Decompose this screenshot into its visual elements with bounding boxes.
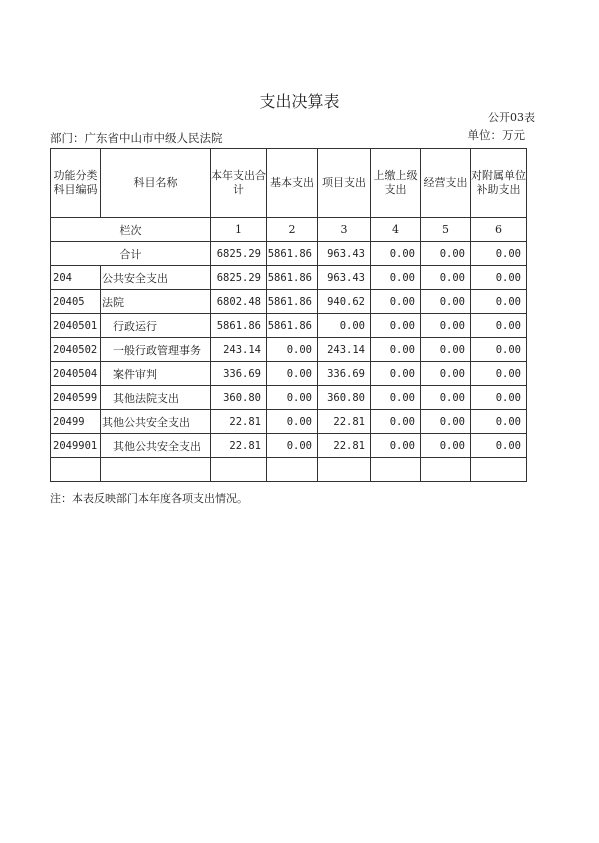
amount-cell: 22.81 (211, 410, 267, 434)
amount-cell: 0.00 (421, 266, 471, 290)
table-row (51, 290, 527, 314)
subject-name-cell: 一般行政管理事务 (101, 338, 211, 362)
total-cell: 963.43 (318, 242, 371, 266)
table-row (51, 362, 527, 386)
amount-cell: 0.00 (371, 338, 421, 362)
subject-name-cell: 案件审判 (101, 362, 211, 386)
subject-code-cell: 2040502 (51, 338, 101, 362)
amount-cell: 22.81 (318, 410, 371, 434)
amount-cell: 6825.29 (211, 266, 267, 290)
amount-cell: 0.00 (471, 386, 527, 410)
amount-cell: 0.00 (267, 434, 318, 458)
subject-name-cell: 其他公共安全支出 (101, 410, 211, 434)
total-cell: 0.00 (471, 242, 527, 266)
amount-cell: 0.00 (267, 386, 318, 410)
table-row (51, 314, 527, 338)
amount-cell: 0.00 (421, 338, 471, 362)
index-row (51, 218, 527, 242)
amount-cell: 0.00 (371, 434, 421, 458)
subject-code-cell: 2049901 (51, 434, 101, 458)
subject-name-cell: 法院 (101, 290, 211, 314)
amount-cell: 243.14 (318, 338, 371, 362)
subject-code-cell: 2040599 (51, 386, 101, 410)
table-row (51, 338, 527, 362)
col-header: 上缴上级支出 (371, 149, 421, 218)
col-header: 对附属单位补助支出 (471, 149, 527, 218)
amount-cell: 0.00 (371, 314, 421, 338)
subject-code-cell: 2040501 (51, 314, 101, 338)
amount-cell: 0.00 (471, 434, 527, 458)
amount-cell: 0.00 (371, 386, 421, 410)
amount-cell: 0.00 (421, 434, 471, 458)
col-header: 本年支出合计 (211, 149, 267, 218)
index-label: 栏次 (51, 218, 211, 242)
subject-code-cell: 2040504 (51, 362, 101, 386)
total-cell: 5861.86 (267, 242, 318, 266)
subject-code-cell: 204 (51, 266, 101, 290)
blank-row (51, 458, 527, 482)
amount-cell: 22.81 (211, 434, 267, 458)
total-row (51, 242, 527, 266)
amount-cell: 0.00 (471, 314, 527, 338)
amount-cell: 22.81 (318, 434, 371, 458)
table-row (51, 386, 527, 410)
amount-cell: 0.00 (267, 410, 318, 434)
amount-cell: 336.69 (318, 362, 371, 386)
amount-cell: 0.00 (267, 362, 318, 386)
col-header: 经营支出 (421, 149, 471, 218)
amount-cell: 5861.86 (267, 266, 318, 290)
col-header: 基本支出 (267, 149, 318, 218)
total-cell: 0.00 (421, 242, 471, 266)
amount-cell: 360.80 (318, 386, 371, 410)
index-cell: 5 (421, 218, 471, 242)
amount-cell: 0.00 (267, 338, 318, 362)
col-header: 科目名称 (101, 149, 211, 218)
index-cell: 1 (211, 218, 267, 242)
index-cell: 3 (318, 218, 371, 242)
amount-cell: 360.80 (211, 386, 267, 410)
index-cell: 6 (471, 218, 527, 242)
subject-name-cell: 行政运行 (101, 314, 211, 338)
subject-code-cell: 20405 (51, 290, 101, 314)
amount-cell: 243.14 (211, 338, 267, 362)
table-row (51, 266, 527, 290)
footnote: 注：本表反映部门本年度各项支出情况。 (50, 492, 248, 505)
amount-cell: 0.00 (471, 290, 527, 314)
amount-cell: 0.00 (471, 410, 527, 434)
amount-cell: 0.00 (318, 314, 371, 338)
department-label: 部门：广东省中山市中级人民法院 (50, 131, 223, 145)
unit-label: 单位：万元 (467, 128, 525, 142)
subject-name-cell: 公共安全支出 (101, 266, 211, 290)
amount-cell: 6802.48 (211, 290, 267, 314)
amount-cell: 0.00 (371, 362, 421, 386)
amount-cell: 0.00 (371, 266, 421, 290)
amount-cell: 940.62 (318, 290, 371, 314)
subject-code-cell: 20499 (51, 410, 101, 434)
amount-cell: 0.00 (421, 410, 471, 434)
amount-cell: 963.43 (318, 266, 371, 290)
col-header: 功能分类科目编码 (51, 149, 101, 218)
amount-cell: 5861.86 (211, 314, 267, 338)
subject-name-cell: 其他法院支出 (101, 386, 211, 410)
amount-cell: 0.00 (471, 362, 527, 386)
amount-cell: 5861.86 (267, 314, 318, 338)
amount-cell: 0.00 (471, 266, 527, 290)
col-header: 项目支出 (318, 149, 371, 218)
amount-cell: 0.00 (421, 314, 471, 338)
amount-cell: 5861.86 (267, 290, 318, 314)
index-cell: 2 (267, 218, 318, 242)
form-code: 公开03表 (488, 111, 535, 124)
total-label: 合计 (51, 242, 211, 266)
amount-cell: 0.00 (371, 290, 421, 314)
table-row (51, 410, 527, 434)
expenditure-table (50, 148, 527, 482)
table-row (51, 434, 527, 458)
amount-cell: 0.00 (371, 410, 421, 434)
amount-cell: 0.00 (471, 338, 527, 362)
amount-cell: 0.00 (421, 386, 471, 410)
amount-cell: 0.00 (421, 362, 471, 386)
page-title: 支出决算表 (259, 92, 340, 111)
table-header-row (51, 149, 527, 218)
amount-cell: 336.69 (211, 362, 267, 386)
total-cell: 6825.29 (211, 242, 267, 266)
subject-name-cell: 其他公共安全支出 (101, 434, 211, 458)
amount-cell: 0.00 (421, 290, 471, 314)
index-cell: 4 (371, 218, 421, 242)
total-cell: 0.00 (371, 242, 421, 266)
